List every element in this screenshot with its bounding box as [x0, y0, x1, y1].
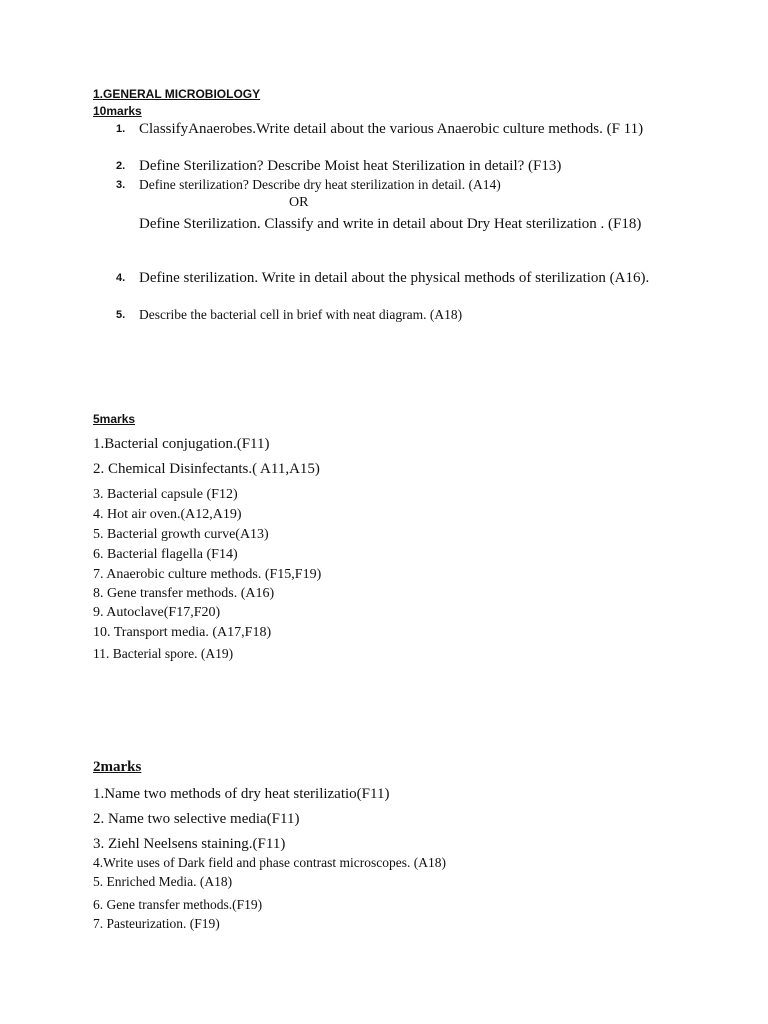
list-item: 2. Chemical Disinfectants.( A11,A15) — [93, 461, 320, 477]
question-number: 1. — [116, 123, 126, 135]
ten-marks-heading: 10marks — [93, 104, 142, 118]
or-separator: OR — [289, 195, 309, 210]
list-item: 5. Enriched Media. (A18) — [93, 874, 233, 889]
list-item: 1.Name two methods of dry heat sterilizatio(F11) — [93, 786, 390, 802]
question-text: Describe the bacterial cell in brief with neat diagram. (A18) — [139, 307, 463, 322]
list-item: 7. Anaerobic culture methods. (F15,F19) — [93, 567, 322, 582]
list-item: 4.Write uses of Dark field and phase contrast microscopes. (A18) — [93, 855, 446, 870]
question-number: 5. — [116, 309, 126, 321]
question-number: 2. — [116, 160, 126, 172]
question-number: 3. — [116, 179, 126, 191]
list-item: 1.Bacterial conjugation.(F11) — [93, 436, 270, 452]
question-text: Define Sterilization? Describe Moist heat Sterilization in detail? (F13) — [139, 158, 562, 174]
list-item: 4. Hot air oven.(A12,A19) — [93, 507, 242, 522]
question-text: ClassifyAnaerobes.Write detail about the various Anaerobic culture methods. (F 11) — [139, 121, 644, 137]
question-alt-text: Define Sterilization. Classify and write in detail about Dry Heat sterilization . (F18) — [139, 216, 642, 232]
question-number: 4. — [116, 272, 126, 284]
two-marks-heading: 2marks — [93, 759, 142, 775]
five-marks-heading: 5marks — [93, 412, 136, 426]
list-item: 10. Transport media. (A17,F18) — [93, 625, 272, 640]
list-item: 2. Name two selective media(F11) — [93, 811, 300, 827]
list-item: 5. Bacterial growth curve(A13) — [93, 527, 269, 542]
question-text: Define sterilization. Write in detail about the physical methods of sterilization (A16). — [139, 270, 650, 286]
question-text: Define sterilization? Describe dry heat sterilization in detail. (A14) — [139, 177, 501, 192]
list-item: 11. Bacterial spore. (A19) — [93, 646, 234, 661]
list-item: 6. Bacterial flagella (F14) — [93, 547, 238, 562]
list-item: 8. Gene transfer methods. (A16) — [93, 586, 275, 601]
list-item: 3. Bacterial capsule (F12) — [93, 487, 238, 502]
list-item: 3. Ziehl Neelsens staining.(F11) — [93, 836, 286, 852]
list-item: 9. Autoclave(F17,F20) — [93, 605, 221, 620]
list-item: 7. Pasteurization. (F19) — [93, 916, 220, 931]
section-title: 1.GENERAL MICROBIOLOGY — [93, 87, 261, 101]
list-item: 6. Gene transfer methods.(F19) — [93, 897, 263, 912]
